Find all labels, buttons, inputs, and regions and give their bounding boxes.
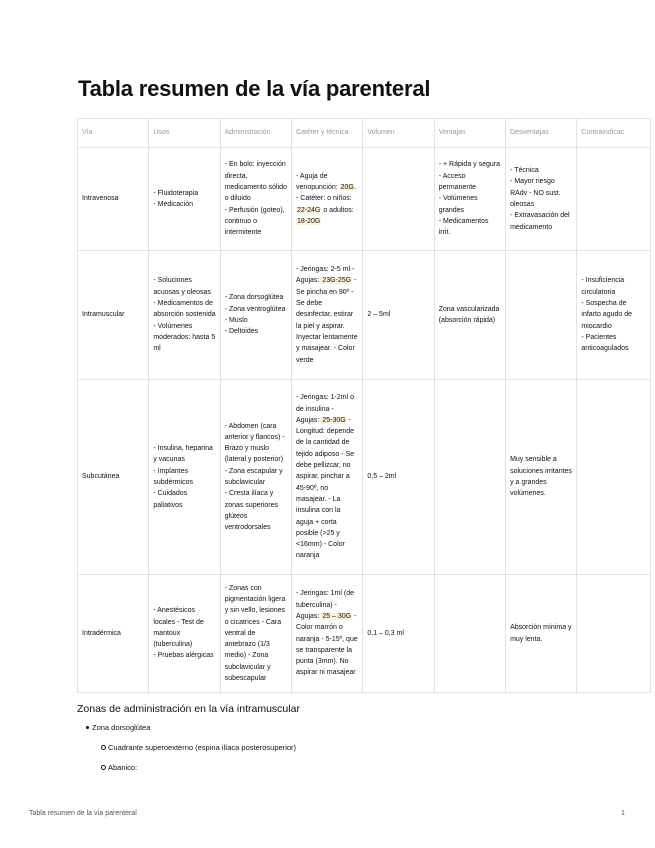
- cell-line: - Volúmenes moderados: hasta 5 ml: [153, 322, 216, 353]
- cell-via: Intradérmica: [78, 575, 149, 693]
- highlighted-gauge: 25 – 30G: [322, 612, 352, 620]
- cell-via: Subcutánea: [78, 380, 149, 575]
- cell-usos: [149, 575, 220, 693]
- cell-text: . - Catéter: o niños:: [296, 184, 357, 203]
- cell-text: - Jeringas: 1ml (de tuberculina) - Agujas:: [296, 590, 354, 620]
- cell-line: - Deltoides: [224, 328, 259, 336]
- circle-bullet-icon: [101, 765, 106, 770]
- bullet-icon: [86, 726, 89, 729]
- highlighted-gauge: 20G: [340, 184, 354, 192]
- cell-usos: [149, 148, 220, 251]
- cell-line: - Volúmenes grandes: [438, 195, 478, 214]
- header-usos: Usos: [149, 119, 220, 148]
- cell-cateter: [292, 148, 363, 251]
- table-header-row: [78, 119, 651, 148]
- cell-desventajas: [506, 148, 577, 251]
- cell-line: - Zona ventroglútea: [224, 305, 286, 313]
- cell-contraindicaciones: [577, 380, 651, 575]
- cell-administracion: [220, 148, 291, 251]
- cell-line: - Fluidoterapia: [153, 189, 199, 197]
- cell-line: - Insulina, heparina y vacunas: [153, 445, 213, 464]
- cell-line: - Anestésicos locales - Test de mantoux (tuberculina): [153, 607, 204, 649]
- list-item-label: Cuadrante superoexterno (espina ilíaca posterosuperior): [108, 743, 297, 752]
- cell-line: - Medicación: [153, 201, 194, 208]
- cell-line: - Pacientes anticoagulados: [581, 333, 629, 353]
- cell-volumen: 2 – 5ml: [363, 251, 434, 380]
- cell-text: - Longitud: depende de la cantidad de tejido adiposo - Se debe pellizcar, no aspirar, pinchar a 45-90º, no masajear. - La insulina con la aguja + corta posible (>25 y <16mm) - Color naranja: [296, 416, 355, 560]
- table-row: [78, 251, 651, 380]
- cell-administracion: [220, 251, 291, 380]
- header-cateter: Catéter y técnica: [292, 119, 363, 148]
- cell-line: - Técnica: [510, 167, 539, 175]
- cell-line: - En bolo: inyección directa, medicamento sólido o diluido: [224, 161, 287, 203]
- cell-usos: [149, 251, 220, 380]
- sublist: [92, 742, 296, 782]
- cell-desventajas: [506, 380, 577, 575]
- cell-via: Intravenosa: [78, 148, 149, 251]
- summary-table-container: [77, 118, 633, 693]
- list-item-label: Zona dorsoglútea: [92, 723, 151, 732]
- cell-via: Intramuscular: [78, 251, 149, 380]
- cell-text: - Jeringas: 1-2ml o de insulina - Agujas:: [296, 394, 354, 424]
- footer-title: Tabla resumen de la vía parenteral: [29, 810, 137, 817]
- cell-administracion: [220, 575, 291, 693]
- cell-line: - Implantes subdérmicos: [153, 467, 194, 486]
- cell-ventajas: [434, 380, 505, 575]
- cell-line: Zona vascularizada (absorción rápida): [438, 305, 500, 324]
- table-body: [78, 148, 651, 693]
- highlighted-gauge: 25-30G: [322, 416, 346, 424]
- cell-line: - Medicamentos irrit.: [438, 217, 489, 237]
- cell-line: - Perfusión (goteo), continuo o intermitente: [224, 206, 285, 237]
- cell-ventajas: [434, 575, 505, 693]
- list-item: [108, 762, 296, 782]
- list-item: [92, 722, 296, 742]
- cell-administracion: [220, 380, 291, 575]
- highlighted-gauge: 23G-25G: [322, 277, 352, 285]
- cell-line: Muy sensible a soluciones irritantes y a grandes volúmenes.: [510, 456, 572, 498]
- cell-line: - Pruebas alérgicas: [153, 652, 214, 660]
- cell-contraindicaciones: [577, 251, 651, 380]
- cell-text: o adultos:: [321, 206, 354, 214]
- cell-cateter: [292, 575, 363, 693]
- cell-line: - Mayor riesgo RAdv - NO sust. oleosas: [510, 178, 561, 208]
- cell-line: - Cuidados paliativos: [153, 490, 188, 509]
- zones-outline: [92, 722, 296, 782]
- table-row: [78, 575, 651, 693]
- cell-ventajas: [434, 148, 505, 251]
- cell-volumen: [363, 148, 434, 251]
- summary-table: [77, 118, 651, 693]
- cell-line: - Zonas con pigmentación ligera y sin vello, lesiones o cicatrices - Cara ventral de antebrazo (1/3 medio) - Zona subclavicular y subescapular: [224, 584, 286, 683]
- header-administracion: Administración: [220, 119, 291, 148]
- cell-line: - Muslo: [224, 317, 248, 324]
- cell-usos: [149, 380, 220, 575]
- cell-line: - Abdomen (cara anterior y flancos) - Brazo y muslo (lateral y posterior): [224, 422, 285, 464]
- header-desventajas: Desventajas: [506, 119, 577, 148]
- page-number: 1: [621, 810, 625, 817]
- header-ventajas: Ventajas: [434, 119, 505, 148]
- header-volumen: Volumen: [363, 119, 434, 148]
- list-item: [108, 742, 296, 762]
- cell-line: Absorción mínima y muy lenta.: [510, 624, 572, 643]
- cell-line: - Extravasación del medicamento: [510, 212, 570, 231]
- header-via: Vía: [78, 119, 149, 148]
- section-heading: Zonas de administración en la vía intramuscular: [77, 703, 300, 715]
- cell-contraindicaciones: [577, 148, 651, 251]
- cell-line: - Cresta ilíaca y zonas superiores glúteos ventrodorsales: [224, 490, 278, 532]
- cell-line: - Soluciones acuosas y oleosas: [153, 277, 211, 296]
- cell-cateter: [292, 380, 363, 575]
- cell-text: - Color marrón o naranja - 5-15º, que se transparente la punta (3mm). No aspirar ni masajear: [296, 612, 358, 677]
- cell-text: - Se pincha en 90º - Se debe desinfectar, estirar la piel y aspirar. Inyectar lentamente y masajear. - Color verde: [296, 277, 358, 364]
- cell-line: - Zona escapular y subclavicular: [224, 467, 283, 486]
- cell-line: - Sospecha de infarto agudo de miocardio: [581, 300, 633, 330]
- header-contraindicaciones: Contraindicac: [577, 119, 651, 148]
- cell-volumen: 0,1 – 0,3 ml: [363, 575, 434, 693]
- cell-line: - Insuficiencia circulatoria: [581, 277, 625, 296]
- cell-desventajas: [506, 575, 577, 693]
- cell-contraindicaciones: [577, 575, 651, 693]
- page-title: Tabla resumen de la vía parenteral: [78, 76, 431, 101]
- table-row: [78, 380, 651, 575]
- cell-line: - Zona dorsoglútea: [224, 294, 284, 302]
- circle-bullet-icon: [101, 745, 106, 750]
- list-item-label: Abanico:: [108, 763, 138, 772]
- cell-text: - Jeringas: 2-5 ml - Agujas:: [296, 266, 355, 285]
- sublist-container: [92, 742, 296, 782]
- highlighted-gauge: 18-20G: [297, 217, 321, 225]
- highlighted-gauge: 22-24G: [297, 206, 321, 214]
- cell-ventajas: [434, 251, 505, 380]
- cell-line: - Medicamentos de absorción sostenida: [153, 300, 216, 319]
- cell-desventajas: [506, 251, 577, 380]
- cell-text: - Aguja de venopunción:: [296, 172, 340, 192]
- cell-line: - + Rápida y segura - Acceso permanente: [438, 161, 501, 192]
- cell-volumen: 0,5 – 2ml: [363, 380, 434, 575]
- table-row: [78, 148, 651, 251]
- cell-cateter: [292, 251, 363, 380]
